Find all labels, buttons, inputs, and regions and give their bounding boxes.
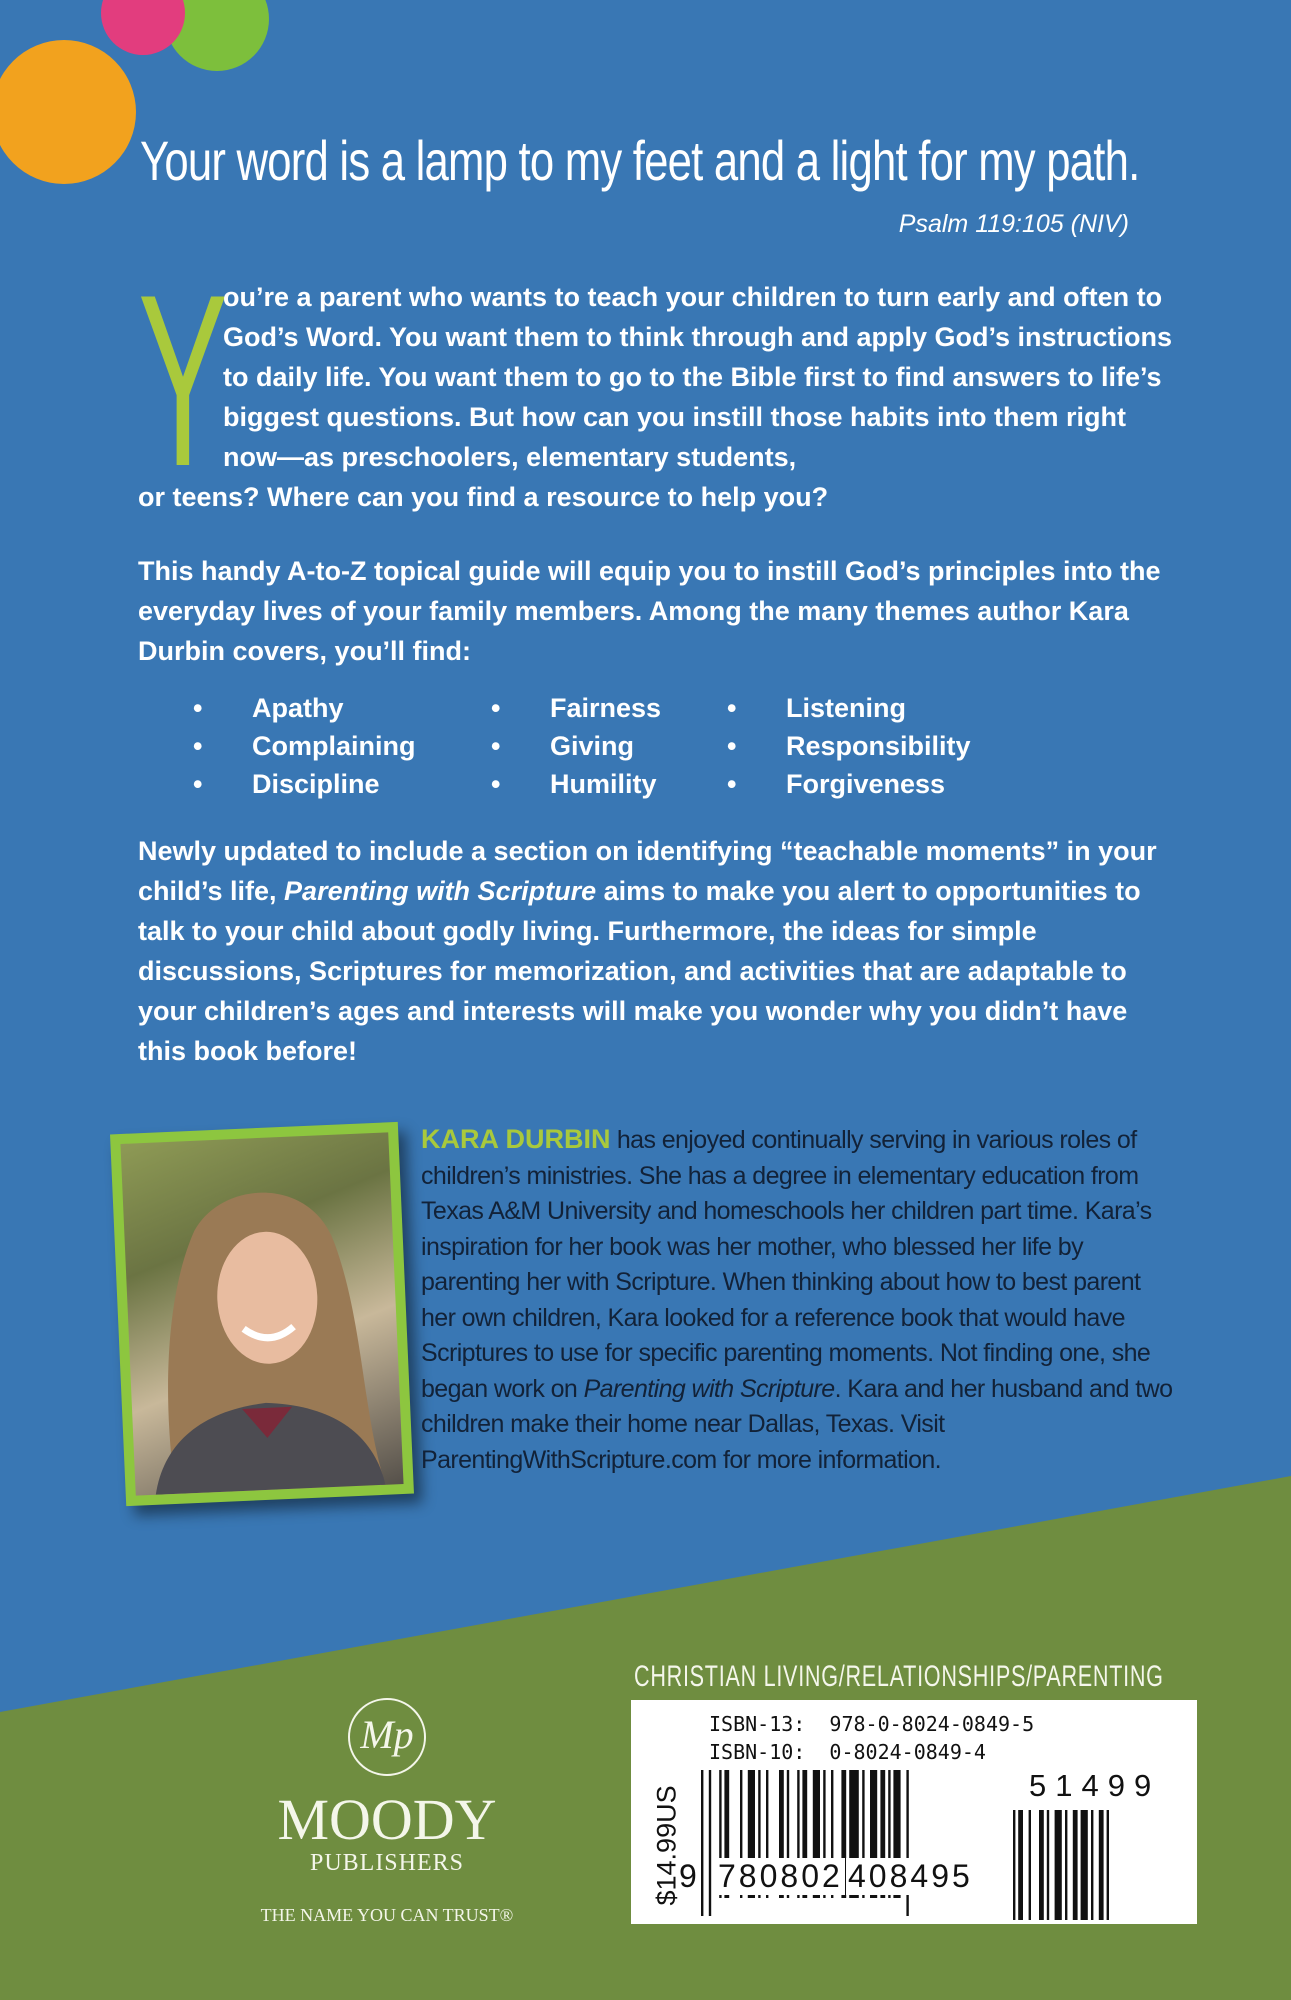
publisher-name: MOODY <box>277 1787 497 1852</box>
theme-column-1 <box>252 689 416 803</box>
theme-item: Complaining <box>252 731 416 761</box>
guide-paragraph: This handy A-to-Z topical guide will equip you to instill God’s principles into the everyday lives of your family members. Among the many themes author Kara Durbin covers, you’ll find: <box>138 556 1161 666</box>
scripture-reference: Psalm 119:105 (NIV) <box>898 210 1129 238</box>
addon-bar <box>1099 1810 1104 1920</box>
addon-bar <box>1013 1810 1015 1920</box>
text: aims to make you alert to opportunities to talk to your child about godly living. Furthermore, the ideas for simple discussions, Scriptures for memorization, and activities that are adaptable to your children’s ages and interests will make you wonder why you didn’t have this book before! <box>138 876 1141 1066</box>
barcode-bar <box>709 1770 711 1916</box>
ean-left-digits: 780802 <box>718 1858 843 1894</box>
publisher-tagline: THE NAME YOU CAN TRUST® <box>260 1905 514 1925</box>
author-name: KARA DURBIN <box>421 1124 611 1154</box>
author-portrait-image <box>120 1132 403 1495</box>
theme-item: Giving <box>550 731 635 761</box>
theme-item: Apathy <box>252 693 344 723</box>
addon-bar <box>1091 1810 1093 1920</box>
publisher-sub: PUBLISHERS <box>309 1850 465 1876</box>
author-bio <box>421 1122 1181 1478</box>
theme-item: Listening <box>786 693 906 723</box>
theme-item: Forgiveness <box>786 769 946 799</box>
author-photo <box>110 1122 414 1506</box>
addon-bar <box>1073 1810 1078 1920</box>
addon-bar <box>1047 1810 1049 1920</box>
text: . Kara and her husband and two children make their home near Dallas, Texas. Visit ParentingWithScripture.com for more information. <box>421 1374 1173 1474</box>
drop-cap: Y <box>138 243 228 517</box>
barcode-box <box>631 1700 1197 1924</box>
text: Newly updated to include a section on identifying “teachable moments” in your child’s life, <box>138 836 1157 906</box>
price: $14.99US <box>651 1785 682 1906</box>
isbn-13: ISBN-13: 978-0-8024-0849-5 <box>709 1712 1035 1736</box>
theme-item: Humility <box>550 769 657 799</box>
bullet-column-2: • • • <box>491 693 501 799</box>
isbn-10: ISBN-10: 0-8024-0849-4 <box>709 1740 986 1764</box>
publisher-logo <box>227 1698 547 1926</box>
publisher-monogram: Mp <box>348 1698 426 1776</box>
addon-bar <box>1029 1810 1031 1920</box>
bullet-column-3: • • • <box>727 693 737 799</box>
addon-bar <box>1018 1810 1023 1920</box>
theme-item: Responsibility <box>786 731 971 761</box>
addon-bar <box>1107 1810 1109 1920</box>
bullet-column-1: • • • <box>193 693 203 799</box>
addon-bar <box>1039 1810 1044 1920</box>
intro-paragraph-end: or teens? Where can you find a resource to help you? <box>138 482 829 512</box>
barcode-bar <box>701 1770 703 1916</box>
ean-right-digits: 408495 <box>848 1858 973 1894</box>
addon-bar <box>1081 1810 1088 1920</box>
intro-paragraph: ou’re a parent who wants to teach your children to turn early and often to God’s Word. You want them to think through and apply God’s instructions to daily life. You want them to go to the Bible first to find answers to life’s biggest questions. But how can you instill those habits into them right now—as preschoolers, elementary students, <box>223 282 1172 472</box>
book-title: Parenting with Scripture <box>284 876 597 906</box>
theme-column-3 <box>786 689 971 803</box>
theme-column-2 <box>550 689 661 803</box>
category-label: CHRISTIAN LIVING/RELATIONSHIPS/PARENTING <box>634 1660 1164 1693</box>
theme-item: Discipline <box>252 769 380 799</box>
addon-digits: 51499 <box>1029 1768 1161 1803</box>
text: has enjoyed continually serving in various roles of children’s ministries. She has a degree in elementary education from Texas A&M University and homeschools her children part time. Kara’s inspiration for her book was her mother, who blessed her life by parenting her with Scripture. When thinking about how to best parent her own children, Kara looked for a reference book that would have Scriptures to use for specific parenting moments. Not finding one, she began work on <box>421 1126 1152 1403</box>
addon-bar <box>1055 1810 1062 1920</box>
theme-item: Fairness <box>550 693 662 723</box>
book-title: Parenting with Scripture <box>583 1374 835 1403</box>
addon-bar <box>1065 1810 1067 1920</box>
ean-first-digit: 9 <box>679 1858 697 1894</box>
scripture-quote: Your word is a lamp to my feet and a light for my path. <box>140 129 1140 192</box>
update-paragraph <box>138 831 1178 1071</box>
